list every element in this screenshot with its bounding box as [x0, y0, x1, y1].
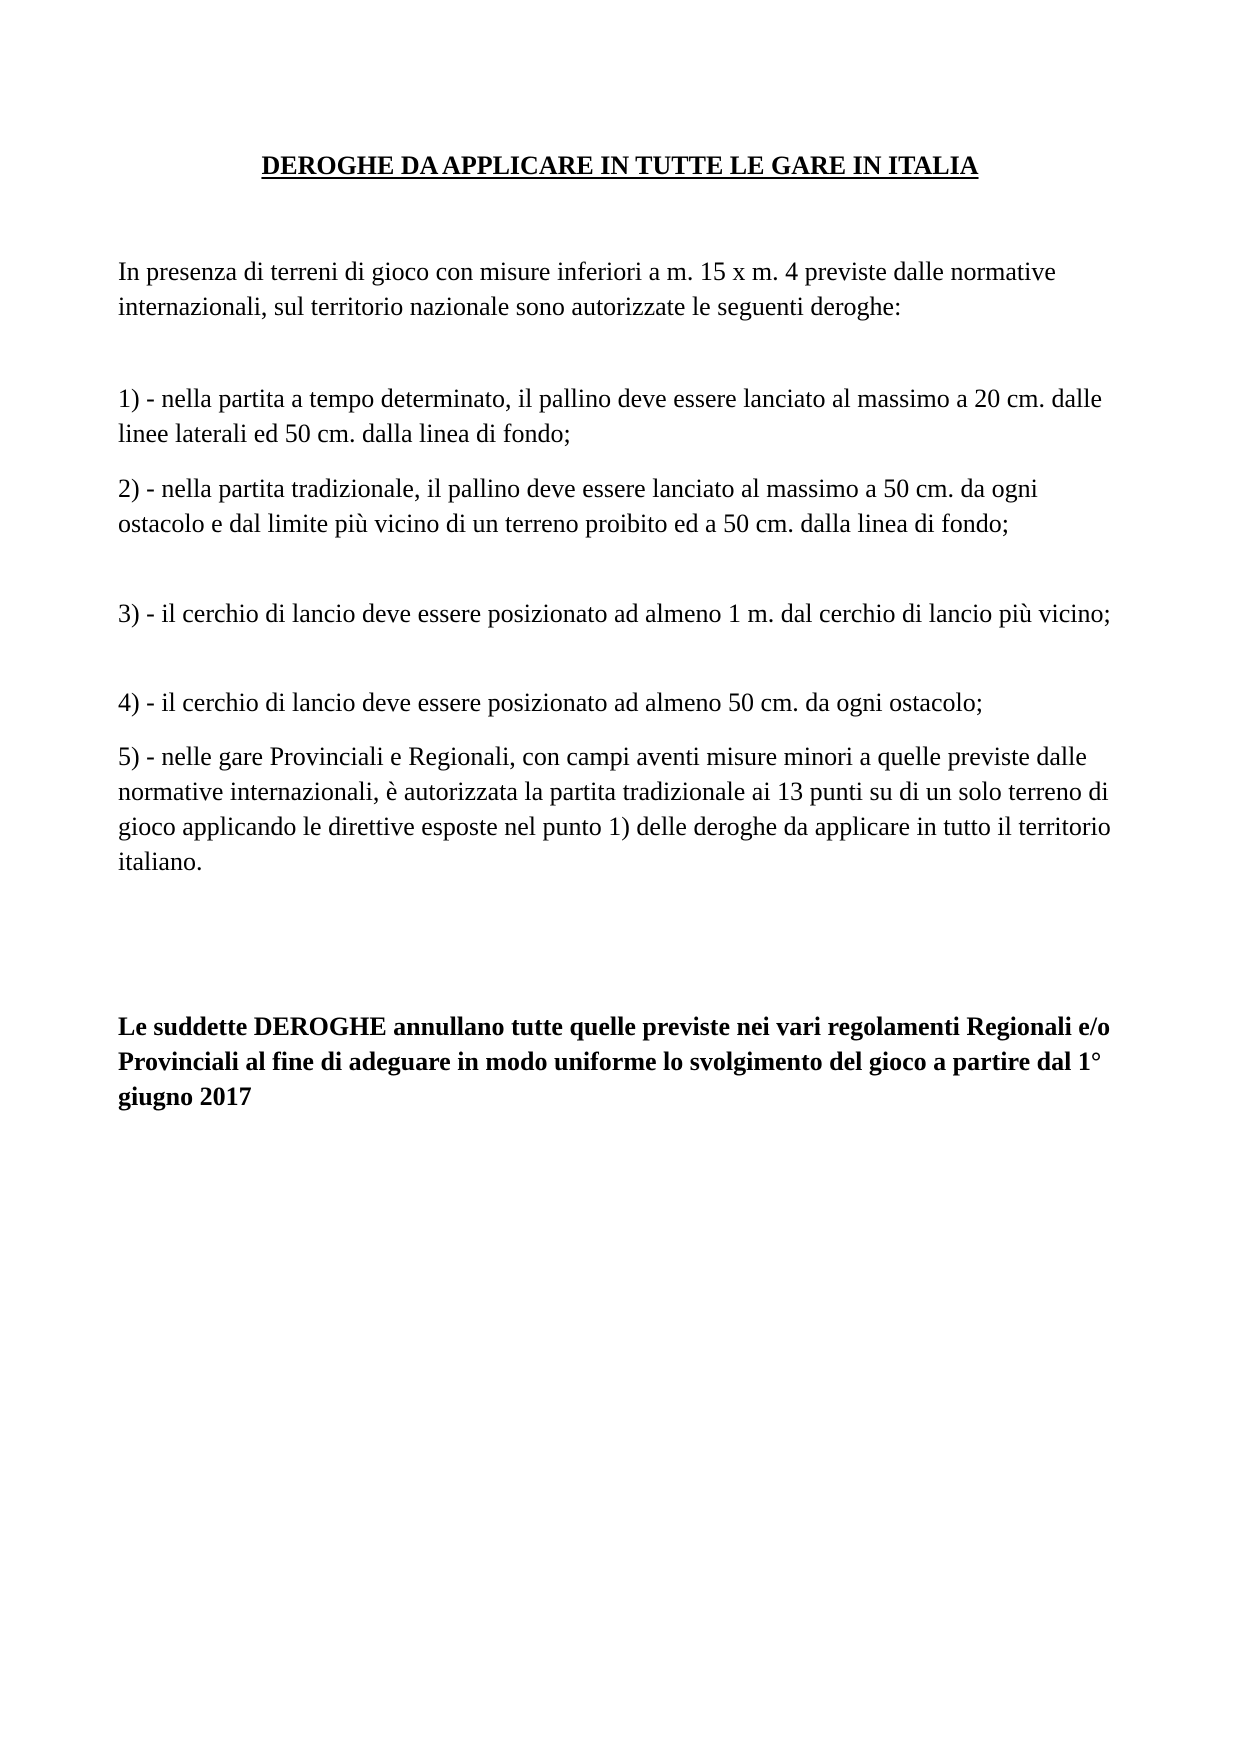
closing-statement: Le suddette DEROGHE annullano tutte quelle previste nei vari regolamenti Regionali e/o Provinciali al fine di adeguare in modo uniforme lo svolgimento del gioco a partire dal 1° giugno 2017 — [118, 1012, 1111, 1111]
rule-item-3: 3) - il cerchio di lancio deve essere posizionato ad almeno 1 m. dal cerchio di lancio più vicino; — [118, 599, 1111, 628]
rule-item-4: 4) - il cerchio di lancio deve essere posizionato ad almeno 50 cm. da ogni ostacolo; — [118, 688, 983, 717]
document-title: DEROGHE DA APPLICARE IN TUTTE LE GARE IN ITALIA — [261, 151, 979, 180]
rule-item-5: 5) - nelle gare Provinciali e Regionali, con campi aventi misure minori a quelle previste dalle normative internazionali, è autorizzata la partita tradizionale ai 13 punti su di un solo terreno di gioco applicando le direttive esposte nel punto 1) delle deroghe da applicare in tutto il territorio italiano. — [118, 742, 1111, 876]
intro-paragraph: In presenza di terreni di gioco con misure inferiori a m. 15 x m. 4 previste dalle normative internazionali, sul territorio nazionale sono autorizzate le seguenti deroghe: — [118, 257, 1056, 321]
rule-item-2: 2) - nella partita tradizionale, il pallino deve essere lanciato al massimo a 50 cm. da ogni ostacolo e dal limite più vicino di un terreno proibito ed a 50 cm. dalla linea di fondo; — [118, 474, 1038, 538]
rule-item-1: 1) - nella partita a tempo determinato, il pallino deve essere lanciato al massimo a 20 cm. dalle linee laterali ed 50 cm. dalla linea di fondo; — [118, 384, 1103, 448]
